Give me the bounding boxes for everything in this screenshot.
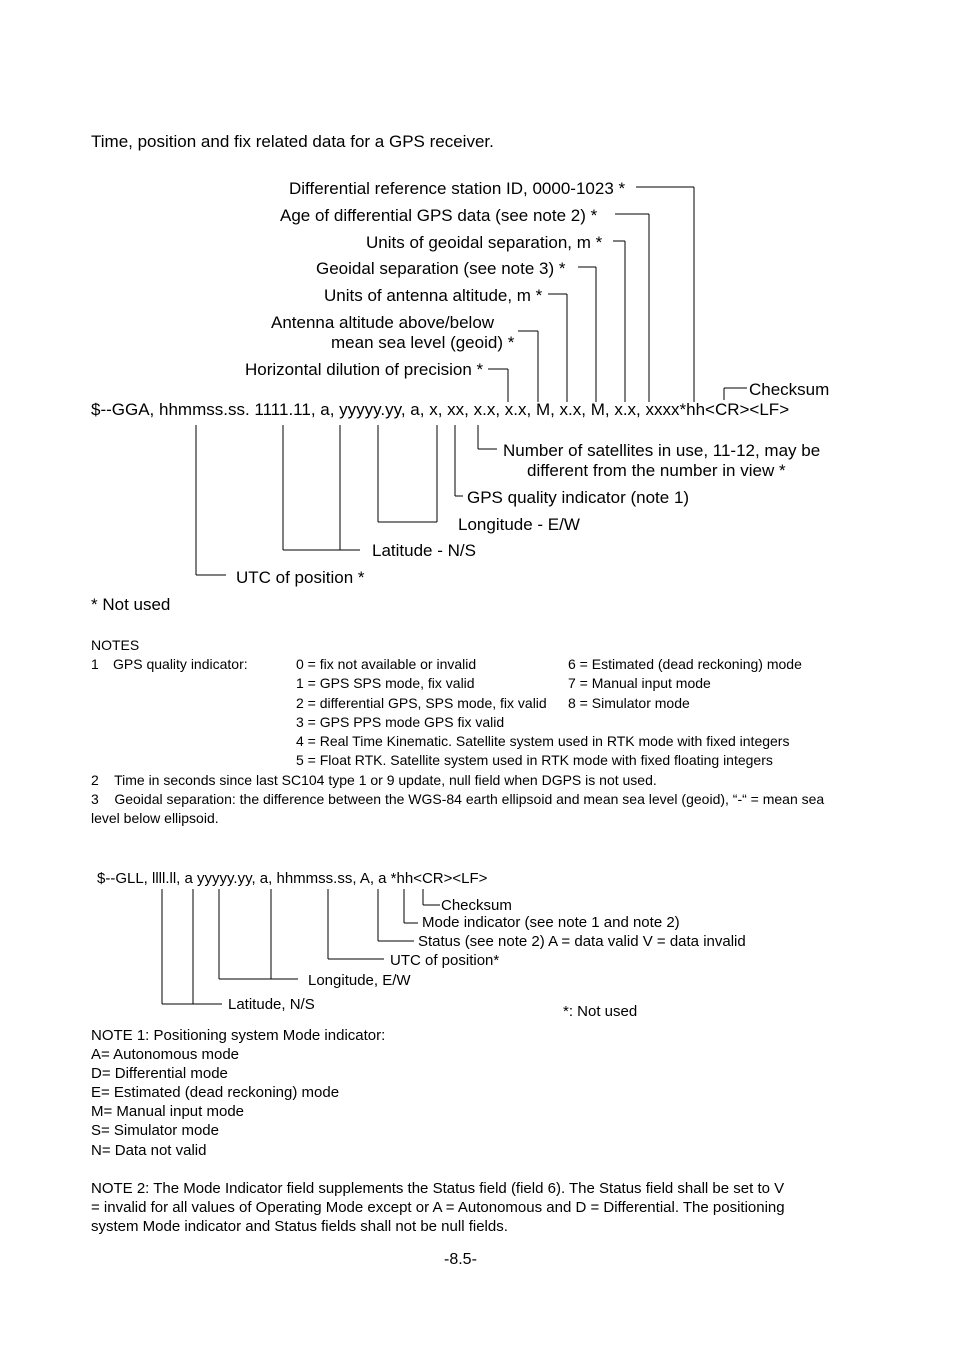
quality-code-6: 6 = Estimated (dead reckoning) mode — [568, 656, 802, 672]
page-number: -8.5- — [444, 1251, 477, 1268]
gga-checksum-label: Checksum — [749, 380, 830, 399]
gll-mode-label: Mode indicator (see note 1 and note 2) — [422, 914, 680, 931]
mode-item-s: S= Simulator mode — [91, 1122, 219, 1139]
gga-station-id-label: Differential reference station ID, 0000-1023 * — [289, 179, 626, 198]
note1-label: GPS quality indicator: — [113, 656, 248, 672]
quality-code-5: 5 = Float RTK. Satellite system used in RTK mode with fixed floating integers — [296, 752, 773, 768]
quality-code-8: 8 = Simulator mode — [568, 695, 690, 711]
gga-age-label: Age of differential GPS data (see note 2) * — [280, 206, 598, 225]
mode-item-m: M= Manual input mode — [91, 1103, 245, 1120]
gll-utc-label: UTC of position* — [390, 952, 500, 969]
note2-paragraph-line2: = invalid for all values of Operating Mode except or A = Autonomous and D = Differential. The positioning — [91, 1199, 785, 1216]
note2-text: 2 Time in seconds since last SC104 type 1 or 9 update, null field when DGPS is not used. — [91, 772, 657, 788]
mode-item-d: D= Differential mode — [91, 1065, 228, 1082]
gga-hdop-label: Horizontal dilution of precision * — [245, 360, 484, 379]
note3-text-line2: level below ellipsoid. — [91, 810, 219, 826]
gga-longitude-label: Longitude - E/W — [458, 515, 580, 534]
gll-latitude-label: Latitude, N/S — [228, 996, 315, 1013]
gll-longitude-label: Longitude, E/W — [308, 972, 411, 989]
note2-paragraph-line1: NOTE 2: The Mode Indicator field supplements the Status field (field 6). The Status field shall be set to V — [91, 1180, 785, 1197]
gga-altitude-label-line2: mean sea level (geoid) * — [331, 333, 515, 352]
gga-sentence: $--GGA, hhmmss.ss. 1111.11, a, yyyyy.yy, a, x, xx, x.x, x.x, M, x.x, M, x.x, xxxx*hh<CR><LF> — [91, 400, 790, 419]
note1-number: 1 — [91, 656, 99, 672]
gga-utc-label: UTC of position * — [236, 568, 365, 587]
quality-code-0: 0 = fix not available or invalid — [296, 656, 477, 672]
gll-sentence: $--GLL, llll.ll, a yyyyy.yy, a, hhmmss.ss, A, a *hh<CR><LF> — [97, 870, 488, 887]
gll-status-label: Status (see note 2) A = data valid V = data invalid — [418, 933, 746, 950]
mode-note-title: NOTE 1: Positioning system Mode indicator: — [91, 1027, 386, 1044]
note2-paragraph-line3: system Mode indicator and Status fields shall not be null fields. — [91, 1218, 508, 1235]
gll-not-used-note: *: Not used — [563, 1003, 638, 1020]
quality-code-1: 1 = GPS SPS mode, fix valid — [296, 675, 475, 691]
gga-satellites-label-line1: Number of satellites in use, 11-12, may be — [503, 441, 821, 460]
gga-quality-label: GPS quality indicator (note 1) — [467, 488, 690, 507]
mode-item-n: N= Data not valid — [91, 1142, 207, 1159]
gga-geoid-sep-label: Geoidal separation (see note 3) * — [316, 259, 566, 278]
mode-item-e: E= Estimated (dead reckoning) mode — [91, 1084, 340, 1101]
gga-satellites-label-line2: different from the number in view * — [527, 461, 786, 480]
mode-item-a: A= Autonomous mode — [91, 1046, 240, 1063]
gga-altitude-label-line1: Antenna altitude above/below — [271, 313, 495, 332]
intro-text: Time, position and fix related data for a GPS receiver. — [91, 132, 494, 151]
gga-latitude-label: Latitude - N/S — [372, 541, 476, 560]
quality-code-2: 2 = differential GPS, SPS mode, fix valid — [296, 695, 547, 711]
gga-geoid-units-label: Units of geoidal separation, m * — [366, 233, 603, 252]
quality-code-7: 7 = Manual input mode — [568, 675, 711, 691]
note3-text-line1: 3 Geoidal separation: the difference between the WGS-84 earth ellipsoid and mean sea level (geoid), “-“ = mean sea — [91, 791, 825, 807]
quality-code-4: 4 = Real Time Kinematic. Satellite system used in RTK mode with fixed integers — [296, 733, 790, 749]
gga-not-used-note: * Not used — [91, 595, 171, 614]
gga-alt-units-label: Units of antenna altitude, m * — [324, 286, 543, 305]
quality-code-3: 3 = GPS PPS mode GPS fix valid — [296, 714, 505, 730]
gll-checksum-label: Checksum — [441, 897, 512, 914]
notes-heading: NOTES — [91, 637, 140, 653]
